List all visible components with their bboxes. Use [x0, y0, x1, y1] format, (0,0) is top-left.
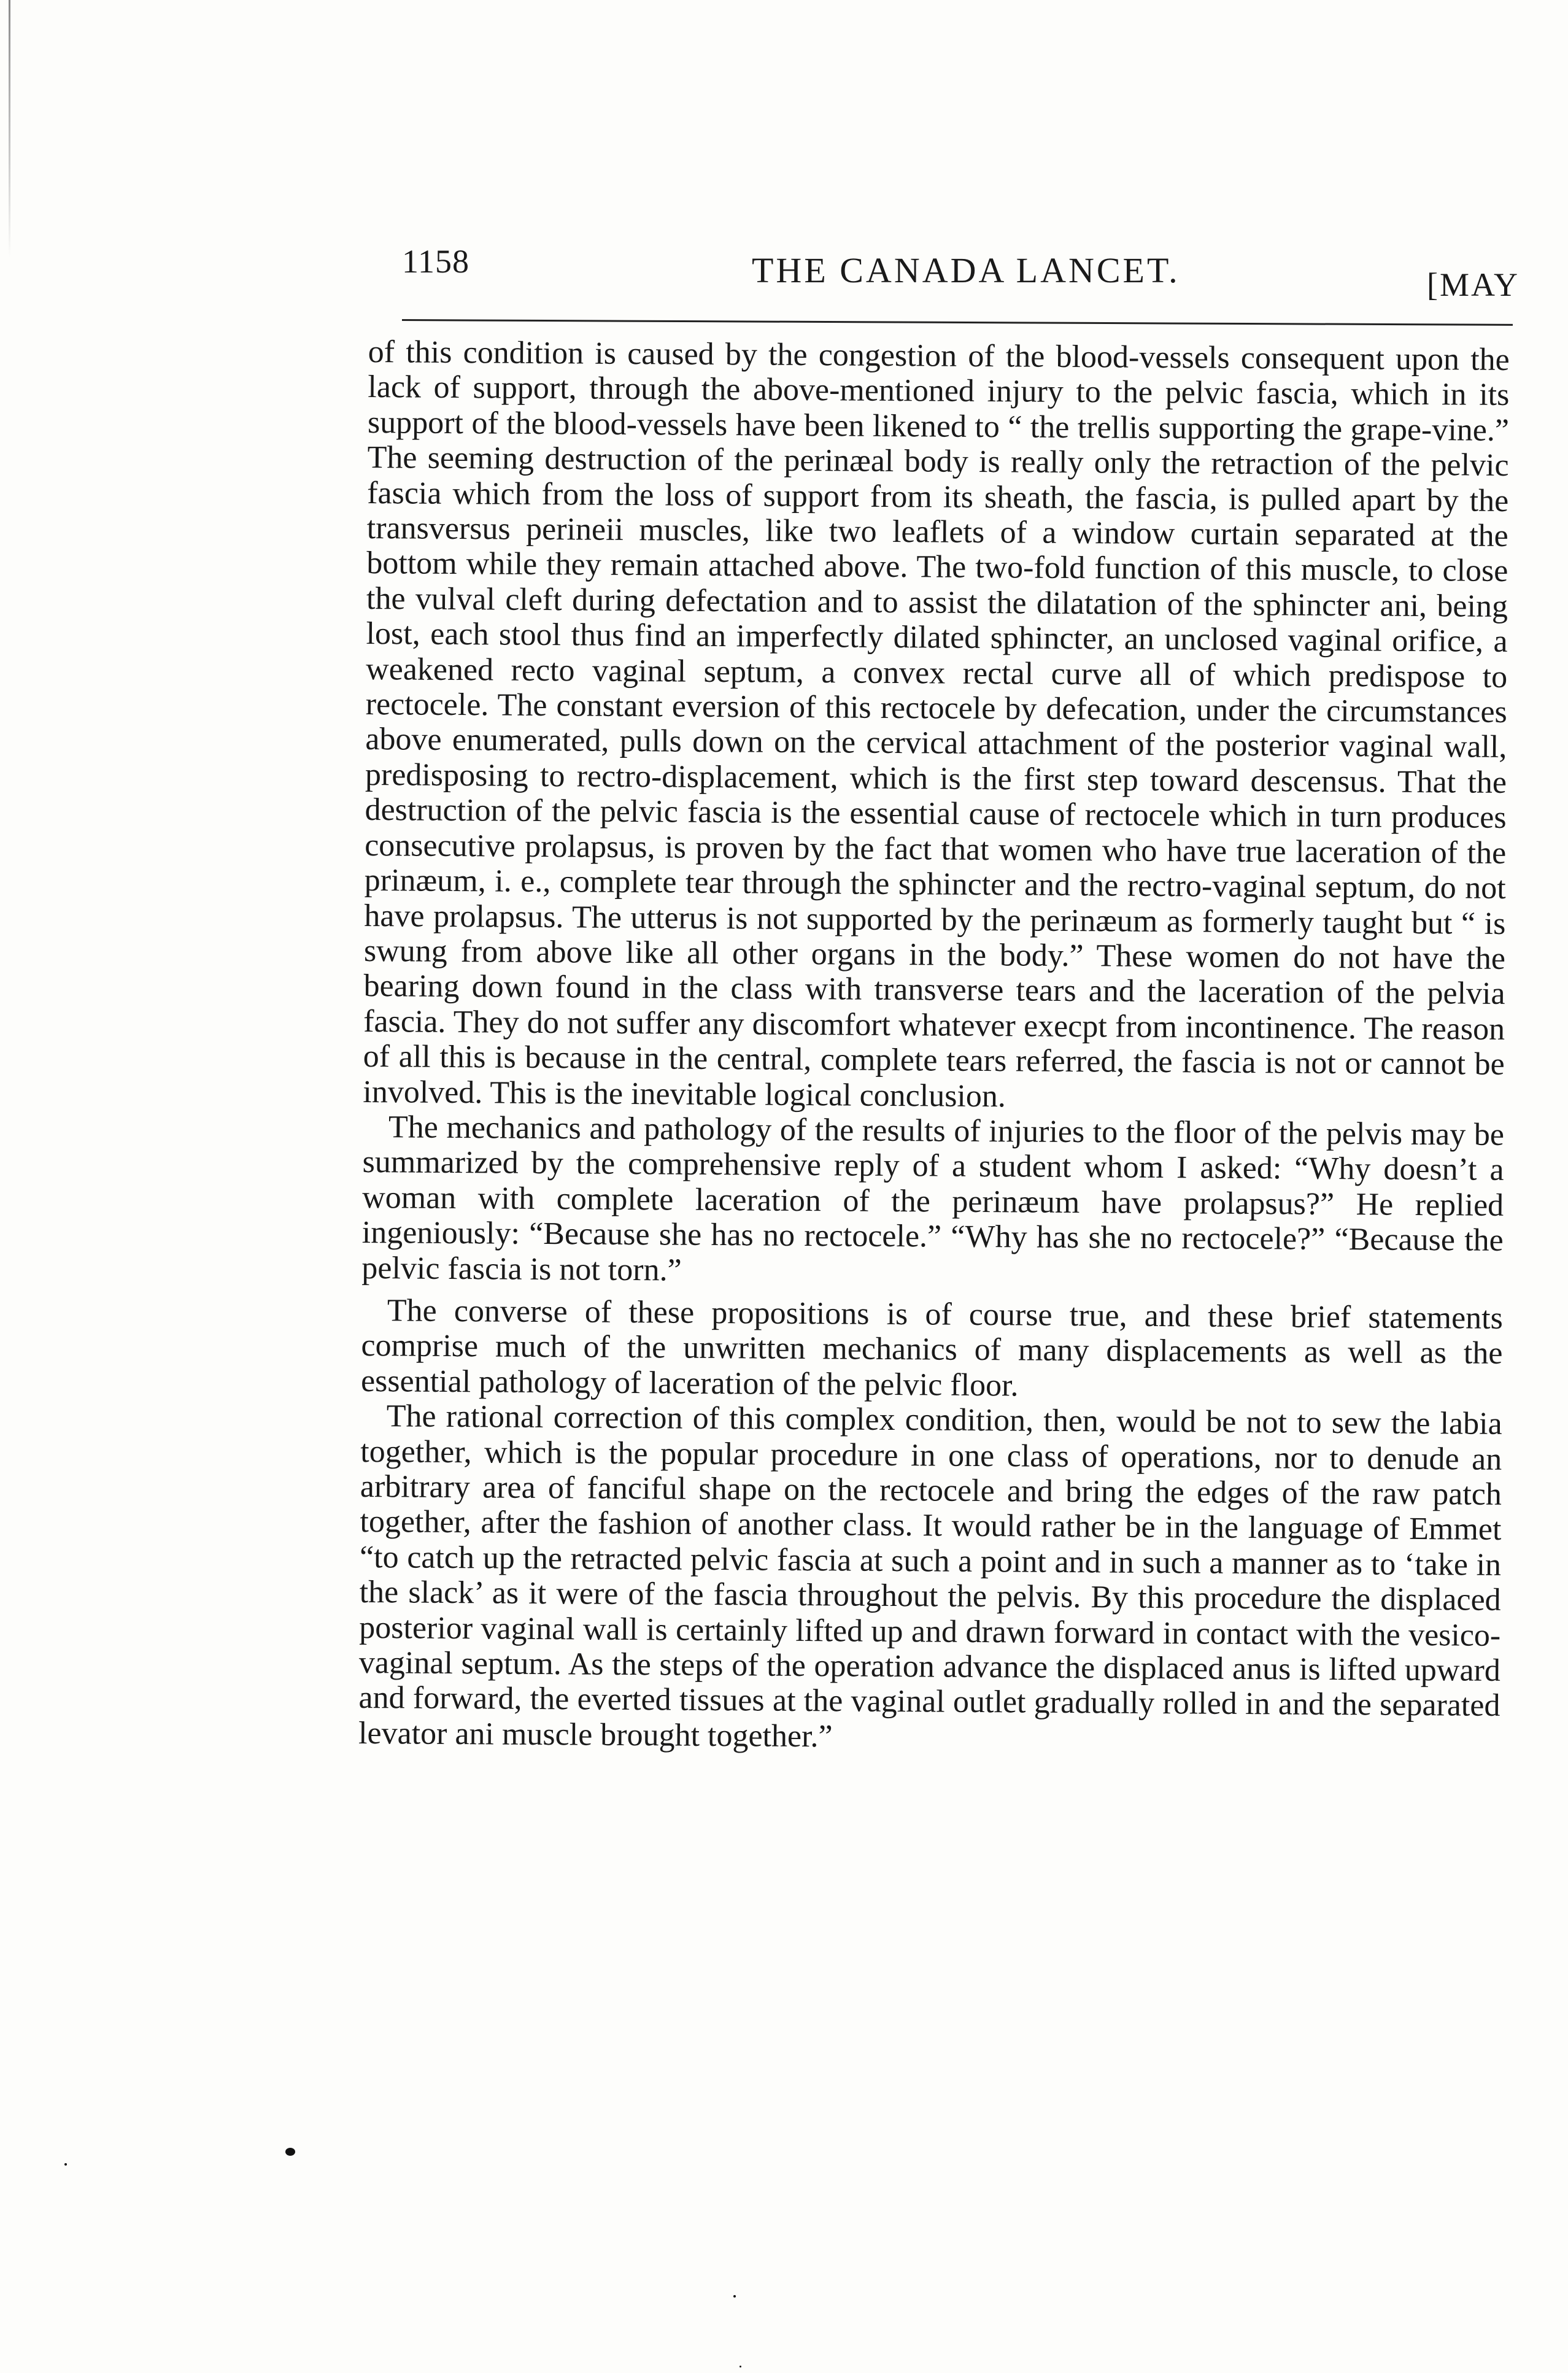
journal-title: THE CANADA LANCET.	[752, 250, 1180, 290]
paragraph-continuation: of this condition is caused by the congestion of the blood-vessels consequent upon the lack of support, through the above-mentioned injury to the pelvic fascia, which in its support of the blood-vessels have been likened to “ the trellis supporting the grape-vine.” The seeming destruction of the perinæal body is really only the retraction of the pelvic fascia which from the loss of support from its sheath, the fascia, is pulled apart by the transversus perineii muscles, like two leaflets of a window curtain separated at the bottom while they remain attached above. The two-fold function of this muscle, to close the vulval cleft during defectation and to assist the dilatation of the sphincter ani, being lost, each stool thus find an imperfectly dilated sphincter, an unclosed vaginal orifice, a weakened recto vaginal septum, a convex rectal curve all of which predispose to rectocele. The constant eversion of this rectocele by defecation, under the circumstances above enumerated, pulls down on the cervical attachment of the posterior vaginal wall, predisposing to rectro-displacement, which is the first step toward descensus. That the destruction of the pelvic fascia is the essential cause of rectocele which in turn produces consecutive prolapsus, is proven by the fact that women who have true laceration of the prinæum, i. e., complete tear through the sphincter and the rectro-vaginal septum, do not have prolapsus. The utterus is not supported by the perinæum as formerly taught but “ is swung from above like all other organs in the body.” These women do not have the bearing down found in the class with transverse tears and the laceration of the pelvia fascia. They do not suffer any discomfort whatever execpt from incontinence. The reason of all this is because in the central, complete tears referred, the fascia is not or cannot be involved. This is the inevitable logical conclusion.	[363, 334, 1510, 1114]
ink-speck	[64, 2163, 67, 2166]
paragraph-rational-correction: The rational correction of this complex condition, then, would be not to sew the labia together, which is the popular procedure in one class of operations, nor to denude an arbitrary area of fanciful shape on the rectocele and bring the edges of the raw patch together, after the fashion of another class. It would rather be in the language of Emmet “to catch up the retracted pelvic fascia at such a point and in such a manner as to ‘take in the slack’ as it were of the fascia throughout the pelvis. By this procedure the displaced posterior vaginal wall is certainly lifted up and drawn forward in contact with the vesico-vaginal septum. As the steps of the operation advance the displaced anus is lifted upward and forward, the everted tissues at the vaginal outlet gradually rolled in and the separated levator ani muscle brought together.”	[358, 1399, 1502, 1754]
article-body	[358, 334, 1510, 1759]
scan-edge-shadow	[9, 0, 10, 258]
running-header	[402, 242, 1520, 304]
page-number: 1158	[402, 243, 469, 280]
ink-speck	[740, 2366, 741, 2367]
header-rule	[402, 319, 1513, 326]
issue-month: [MAY	[1427, 266, 1520, 303]
ink-speck	[733, 2295, 736, 2298]
paragraph-mechanics: The mechanics and pathology of the results of injuries to the floor of the pelvis may be summarized by the comprehensive reply of a student whom I asked: “Why doesn’t a woman with complete laceration of the perinæum have prolapsus?” He replied ingeniously: “Because she has no rectocele.” “Why has she no rectocele?” “Because the pelvic fascia is not torn.”	[361, 1109, 1505, 1288]
ink-speck	[285, 2148, 295, 2156]
paragraph-converse: The converse of these propositions is of course true, and these brief statements comprise much of the unwritten mechanics of many displacements as well as the essential pathology of laceration of the pelvic floor.	[360, 1293, 1504, 1403]
